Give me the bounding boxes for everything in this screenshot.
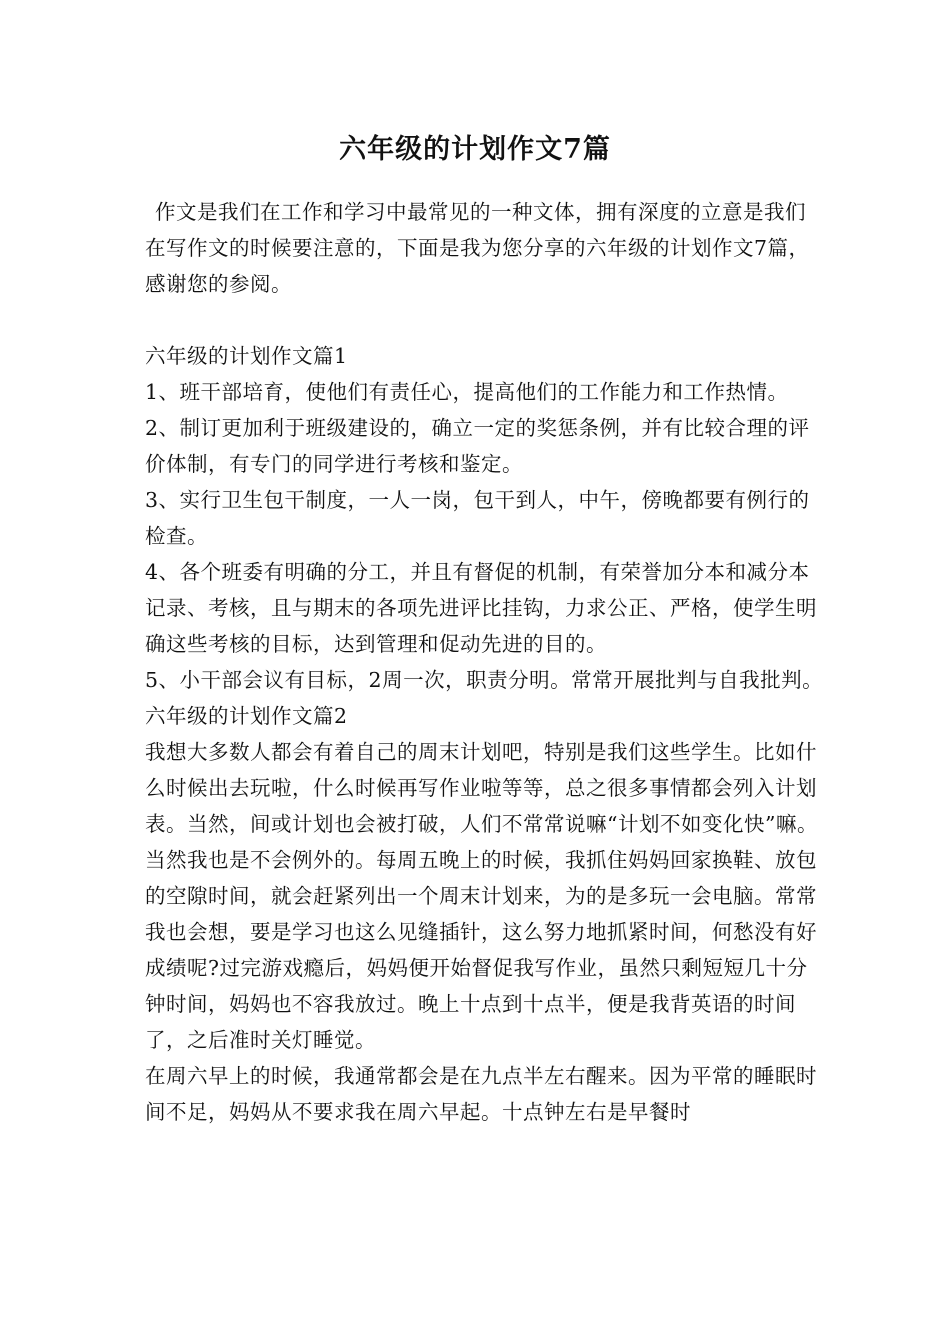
list-item: 4、各个班委有明确的分工，并且有督促的机制，有荣誉加分本和减分本记录、考核，且与期末的各项先进评比挂钩，力求公正、严格，使学生明确这些考核的目标，达到管理和促动先进的目的。 bbox=[145, 560, 817, 656]
list-item: 3、实行卫生包干制度，一人一岗，包干到人，中午，傍晚都要有例行的检查。 bbox=[145, 488, 810, 548]
section-heading: 六年级的计划作文篇2 bbox=[145, 704, 348, 728]
body-paragraph: 在周六早上的时候，我通常都会是在九点半左右醒来。因为平常的睡眠时间不足，妈妈从不要求我在周六早起。十点钟左右是早餐时 bbox=[145, 1064, 817, 1124]
list-item: 2、制订更加利于班级建设的，确立一定的奖惩条例，并有比较合理的评价体制，有专门的同学进行考核和鉴定。 bbox=[145, 416, 810, 476]
body-paragraph: 我想大多数人都会有着自己的周末计划吧，特别是我们这些学生。比如什么时候出去玩啦，什么时候再写作业啦等等，总之很多事情都会列入计划表。当然，间或计划也会被打破，人们不常常说嘛“计划不如变化快”嘛。 bbox=[145, 740, 818, 836]
body-paragraph: 当然我也是不会例外的。每周五晚上的时候，我抓住妈妈回家换鞋、放包的空隙时间，就会赶紧列出一个周末计划来，为的是多玩一会电脑。常常我也会想，要是学习也这么见缝插针，这么努力地抓紧时间，何愁没有好成绩呢?过完游戏瘾后，妈妈便开始督促我写作业，虽然只剩短短几十分钟时间，妈妈也不容我放过。晚上十点到十点半，便是我背英语的时间了，之后准时关灯睡觉。 bbox=[145, 848, 817, 1052]
document-title: 六年级的计划作文7篇 bbox=[339, 134, 611, 165]
list-item: 1、班干部培育，使他们有责任心，提高他们的工作能力和工作热情。 bbox=[145, 380, 789, 404]
paragraph-spacer bbox=[145, 302, 825, 338]
section-heading: 六年级的计划作文篇1 bbox=[145, 344, 348, 368]
list-item: 5、小干部会议有目标，2周一次，职责分明。常常开展批判与自我批判。 bbox=[145, 668, 824, 692]
document-body bbox=[145, 194, 825, 1130]
intro-paragraph: 作文是我们在工作和学习中最常见的一种文体，拥有深度的立意是我们在写作文的时候要注意的，下面是我为您分享的六年级的计划作文7篇，感谢您的参阅。 bbox=[145, 200, 810, 296]
